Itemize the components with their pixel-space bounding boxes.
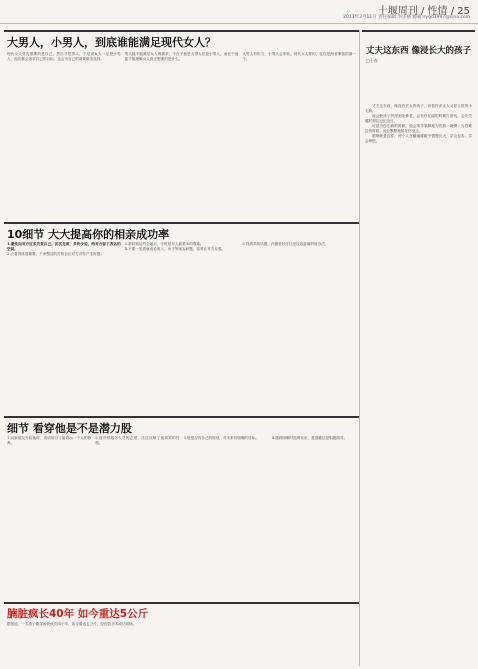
paragraph: 大男人有担当，小男人会体贴。现代女人要的，往往是两者兼备的那一个。	[242, 52, 357, 61]
side-article-header	[362, 30, 475, 68]
side-column	[362, 30, 475, 666]
page-header	[0, 0, 478, 24]
paragraph: 男人能不能满足女人的需求，不在于他是大男人还是小男人，而在于他能不能理解女人真正想要的是什么。	[124, 52, 239, 61]
main-column	[4, 30, 359, 666]
article-title: 大男人，小男人，到底谁能满足现代女人？	[7, 36, 216, 49]
paragraph: 3.准时到达约会地点，守时是对人最基本的尊重。	[124, 242, 204, 246]
paragraph: 可是当你生病的时候，他会笨手笨脚地为你熬一碗粥；当你难过的时候，他会默默地陪在你身边。	[365, 124, 472, 133]
article-title: 细节 看穿他是不是潜力股	[7, 422, 132, 435]
article-title: 10细节 大大提高你的相亲成功率	[7, 228, 170, 241]
article-potential-stock	[4, 416, 359, 602]
paragraph: 4.遇到困难时他的反应，是逃避还是积极面对。	[271, 436, 348, 440]
paragraph: 婚姻就是这样，两个人在磕磕碰碰中慢慢长大，学会包容，学会珍惜。	[365, 134, 472, 143]
page-title: 十堰周刊 / 性情 / 25	[377, 6, 470, 17]
article-dating-tips	[4, 222, 359, 416]
paragraph: 1.向新朋友介绍他时，说话的分寸能看出一个人的修养。	[7, 436, 92, 445]
paragraph: 2.衣着得体很重要。干净整洁的打扮会让对方对你产生好感。	[7, 252, 104, 256]
article-title: 腩脏疯长40年 如今重达5公斤	[7, 608, 149, 620]
side-article-body	[365, 104, 472, 664]
paragraph: 丈夫这东西，像没有长大的孩子，有着许多让人又爱又恨的小毛病。	[365, 104, 472, 113]
paragraph: 1.避免向对方过多究竟自己。初次见面，多听少说，给对方留下表达的空间。	[7, 242, 121, 251]
paragraph: 现代女人首先需要的是自己。然后才是男人。不是说女人一定是小男人，他们都会追求自己的目标，也会为自己的需要做出选择。	[7, 52, 121, 61]
header-rule	[0, 23, 478, 24]
article-big-small-men	[4, 30, 359, 222]
side-article-author: □王春	[366, 58, 378, 63]
paragraph: 2.他对待服务人员的态度，往往反映了他真实的性格。	[95, 436, 180, 445]
article-bottom	[4, 602, 359, 668]
paragraph: 3.他是否有自己的规划，对未来有明确的目标。	[183, 436, 259, 440]
issue-line: 2011年3月11日 责任编辑:李泽丽 邮箱:sygd1997@sina.com	[343, 15, 470, 20]
column-divider	[359, 30, 360, 666]
paragraph: 4.不要一见面就谈论收入、房子等现实问题，容易让对方反感。	[124, 247, 226, 251]
paragraph: 他会把袜子扔得到处都是，会在你忙碌的时候打游戏，会在关键时刻忘记纪念日。	[365, 114, 472, 123]
side-article-title: 丈夫这东西 像浸长大的孩子	[366, 46, 471, 56]
paragraph: 5.找到共同话题，兴趣爱好往往是拉近距离的好办法。	[242, 242, 329, 246]
paragraph: 据报道，一名男子腹部肿块疯长四十年，如今重达五公斤，经医院手术成功切除。	[7, 622, 137, 626]
